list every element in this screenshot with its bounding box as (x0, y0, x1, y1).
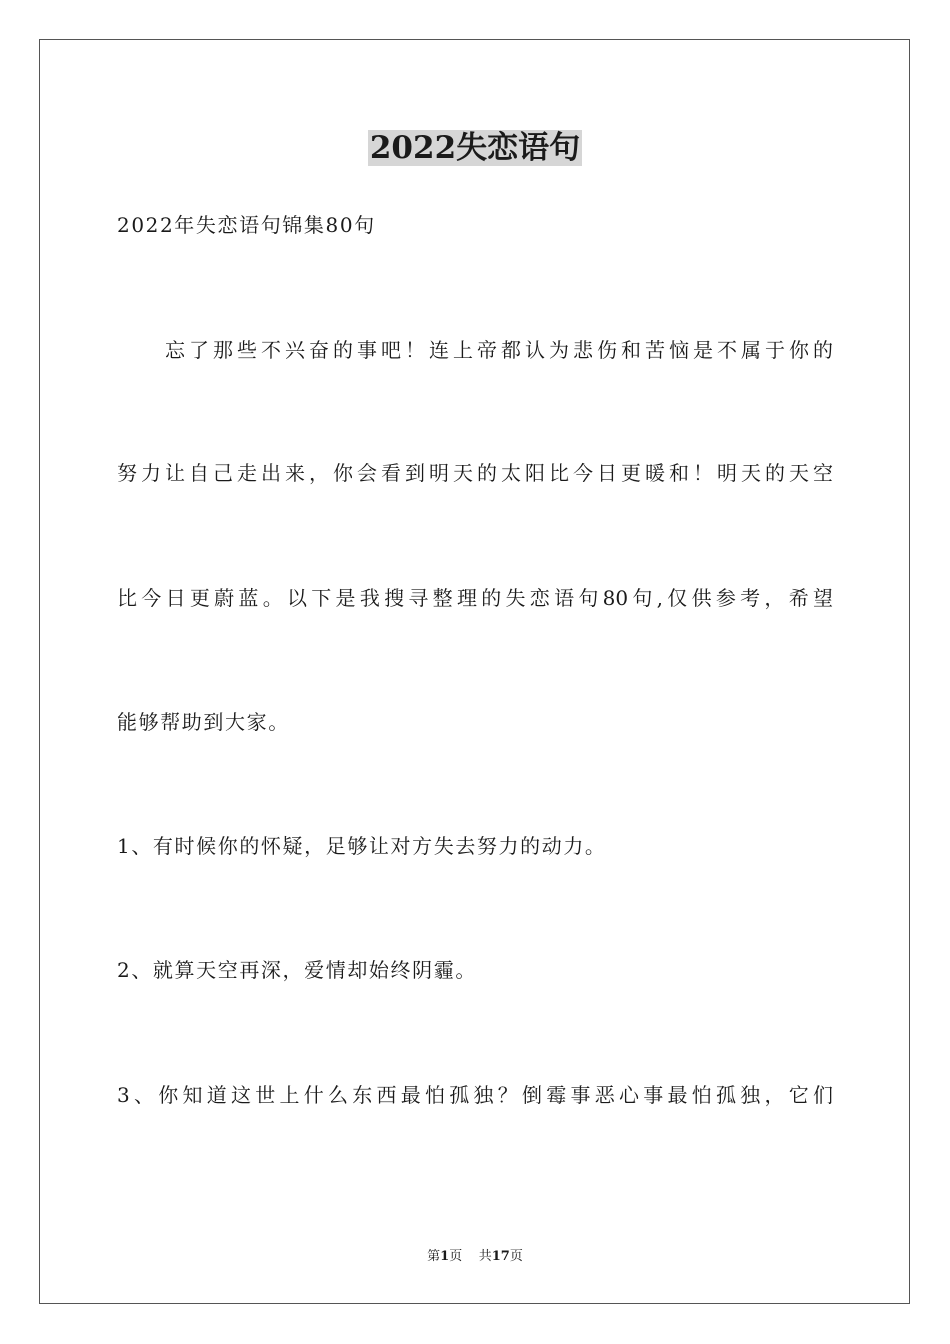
quote-item-3: 3、你知道这世上什么东西最怕孤独？倒霉事恶心事最怕孤独，它们 (117, 1083, 833, 1107)
quote-item-1: 1、有时候你的怀疑，足够让对方失去努力的动力。 (117, 834, 607, 858)
footer-page-total: 17 (491, 1249, 510, 1264)
paragraph-line-4: 能够帮助到大家。 (117, 710, 290, 734)
footer-total-prefix: 共 (478, 1249, 492, 1264)
document-subtitle: 2022年失恋语句锦集80句 (117, 213, 376, 237)
quote-item-2: 2、就算天空再深，爱情却始终阴霾。 (117, 958, 477, 982)
paragraph-line-2: 努力让自己走出来，你会看到明天的太阳比今日更暖和！明天的天空 (117, 461, 833, 485)
document-title-text: 2022失恋语句 (369, 130, 581, 166)
document-title (0, 126, 950, 170)
paragraph-line-1: 忘了那些不兴奋的事吧！连上帝都认为悲伤和苦恼是不属于你的 (165, 338, 833, 362)
paragraph-line-3: 比今日更蔚蓝。以下是我搜寻整理的失恋语句80句,仅供参考，希望 (117, 586, 833, 610)
page-footer (0, 1248, 950, 1266)
footer-page-current: 1 (440, 1249, 450, 1264)
footer-page-unit: 页 (449, 1249, 463, 1264)
footer-total-unit: 页 (509, 1249, 523, 1264)
footer-page-prefix: 第 (427, 1249, 441, 1264)
